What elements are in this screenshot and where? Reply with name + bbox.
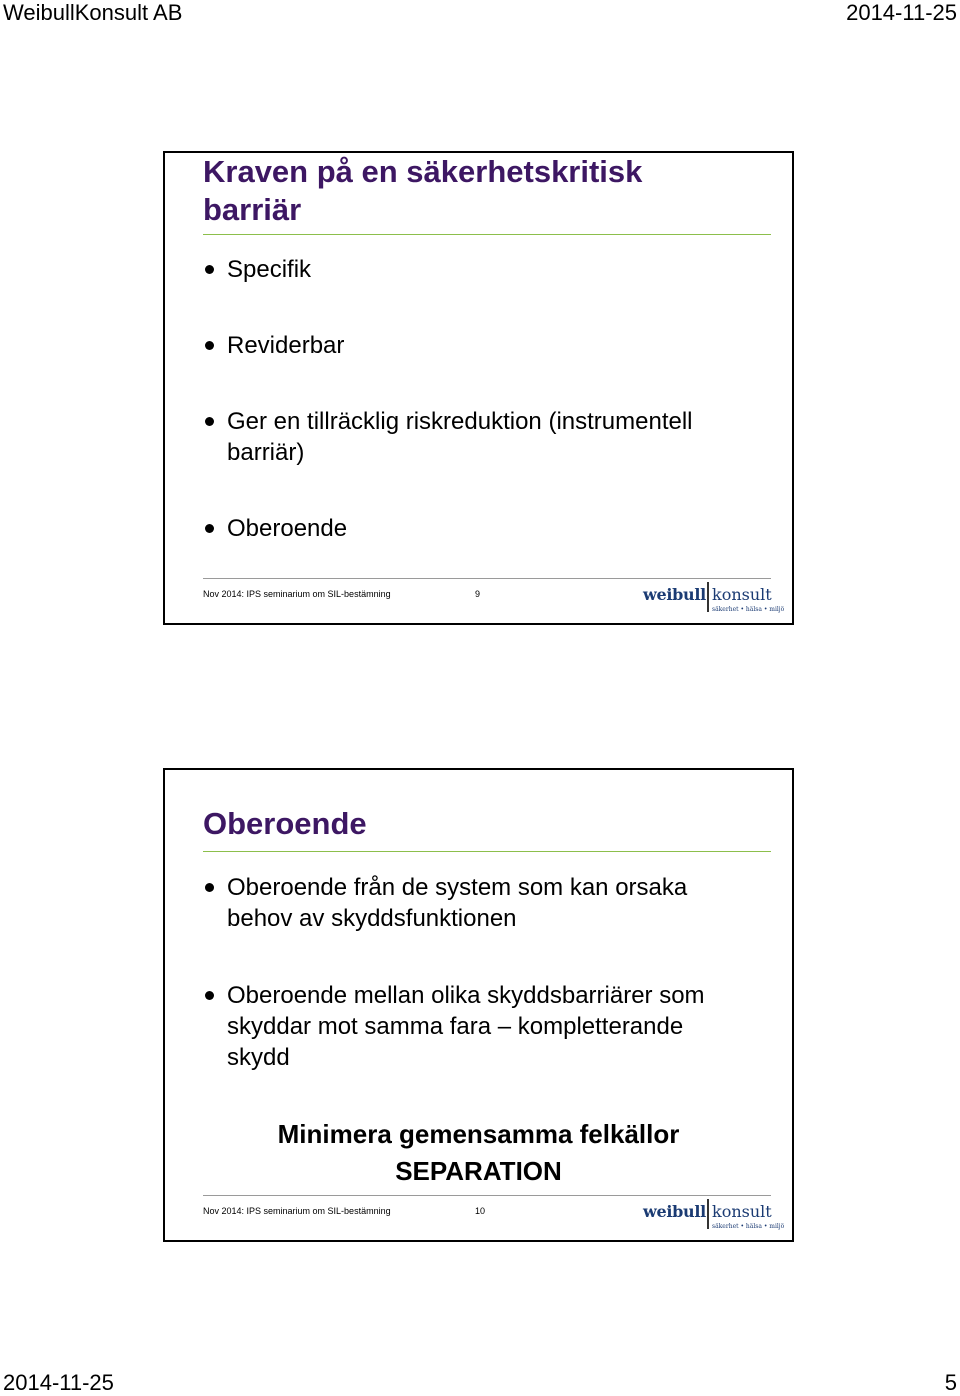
bullet-text: Reviderbar xyxy=(227,332,345,359)
footer-divider xyxy=(203,578,771,579)
logo-separator xyxy=(707,582,709,612)
bullet-item xyxy=(203,513,763,544)
logo-word-konsult: konsult xyxy=(712,585,772,604)
bullet-dot-icon xyxy=(205,265,214,274)
slide-title-line1: Oberoende xyxy=(203,806,367,841)
page-header-left: WeibullKonsult AB xyxy=(3,0,183,25)
slide-title-line1: Kraven på en säkerhetskritisk xyxy=(203,154,643,189)
logo-separator xyxy=(707,1199,709,1229)
title-divider xyxy=(203,234,771,235)
slide-number: 9 xyxy=(475,589,481,599)
slide-9 xyxy=(163,151,794,625)
bullet-text: barriär) xyxy=(227,439,305,466)
page-footer-date: 2014-11-25 xyxy=(3,1370,114,1395)
bullet-item xyxy=(203,406,763,468)
emphasis-heading: Minimera gemensamma felkällor xyxy=(277,1119,680,1149)
bullet-text: skydd xyxy=(227,1044,290,1071)
bullet-item xyxy=(203,980,763,1073)
bullet-text: Specifik xyxy=(227,256,312,283)
bullet-text: Oberoende mellan olika skyddsbarriärer som xyxy=(227,982,705,1009)
weibull-konsult-logo xyxy=(643,1198,785,1236)
page-number: 5 xyxy=(944,1370,957,1395)
title-divider xyxy=(203,851,771,852)
slide-footer-text: Nov 2014: IPS seminarium om SIL-bestämning xyxy=(203,589,391,599)
bullet-text: Ger en tillräcklig riskreduktion (instrumentell xyxy=(227,408,693,435)
slide-10 xyxy=(163,768,794,1242)
slide-number: 10 xyxy=(475,1206,486,1216)
bullet-item xyxy=(203,330,763,361)
slide-footer-text: Nov 2014: IPS seminarium om SIL-bestämning xyxy=(203,1206,391,1216)
page-header-date: 2014-11-25 xyxy=(846,0,957,25)
logo-word-weibull: weibull xyxy=(643,585,706,604)
bullet-item xyxy=(203,254,763,285)
bullet-dot-icon xyxy=(205,341,214,350)
bullet-text: Oberoende från de system som kan orsaka xyxy=(227,874,688,901)
bullet-dot-icon xyxy=(205,524,214,533)
slide-title xyxy=(203,153,642,229)
bullet-item xyxy=(203,872,763,934)
bullet-text: Oberoende xyxy=(227,515,348,542)
bullet-dot-icon xyxy=(205,991,214,1000)
emphasis-keyword: SEPARATION xyxy=(395,1156,562,1186)
logo-tagline: säkerhet • hälsa • miljö xyxy=(712,606,785,613)
slide-title xyxy=(203,805,367,843)
bullet-dot-icon xyxy=(205,883,214,892)
weibull-konsult-logo xyxy=(643,581,785,619)
logo-tagline: säkerhet • hälsa • miljö xyxy=(712,1223,785,1230)
footer-divider xyxy=(203,1195,771,1196)
bullet-text: behov av skyddsfunktionen xyxy=(227,905,517,932)
slide-title-line2: barriär xyxy=(203,192,302,227)
logo-word-weibull: weibull xyxy=(643,1202,706,1221)
bullet-text: skyddar mot samma fara – kompletterande xyxy=(227,1013,684,1040)
bullet-dot-icon xyxy=(205,417,214,426)
logo-word-konsult: konsult xyxy=(712,1202,772,1221)
